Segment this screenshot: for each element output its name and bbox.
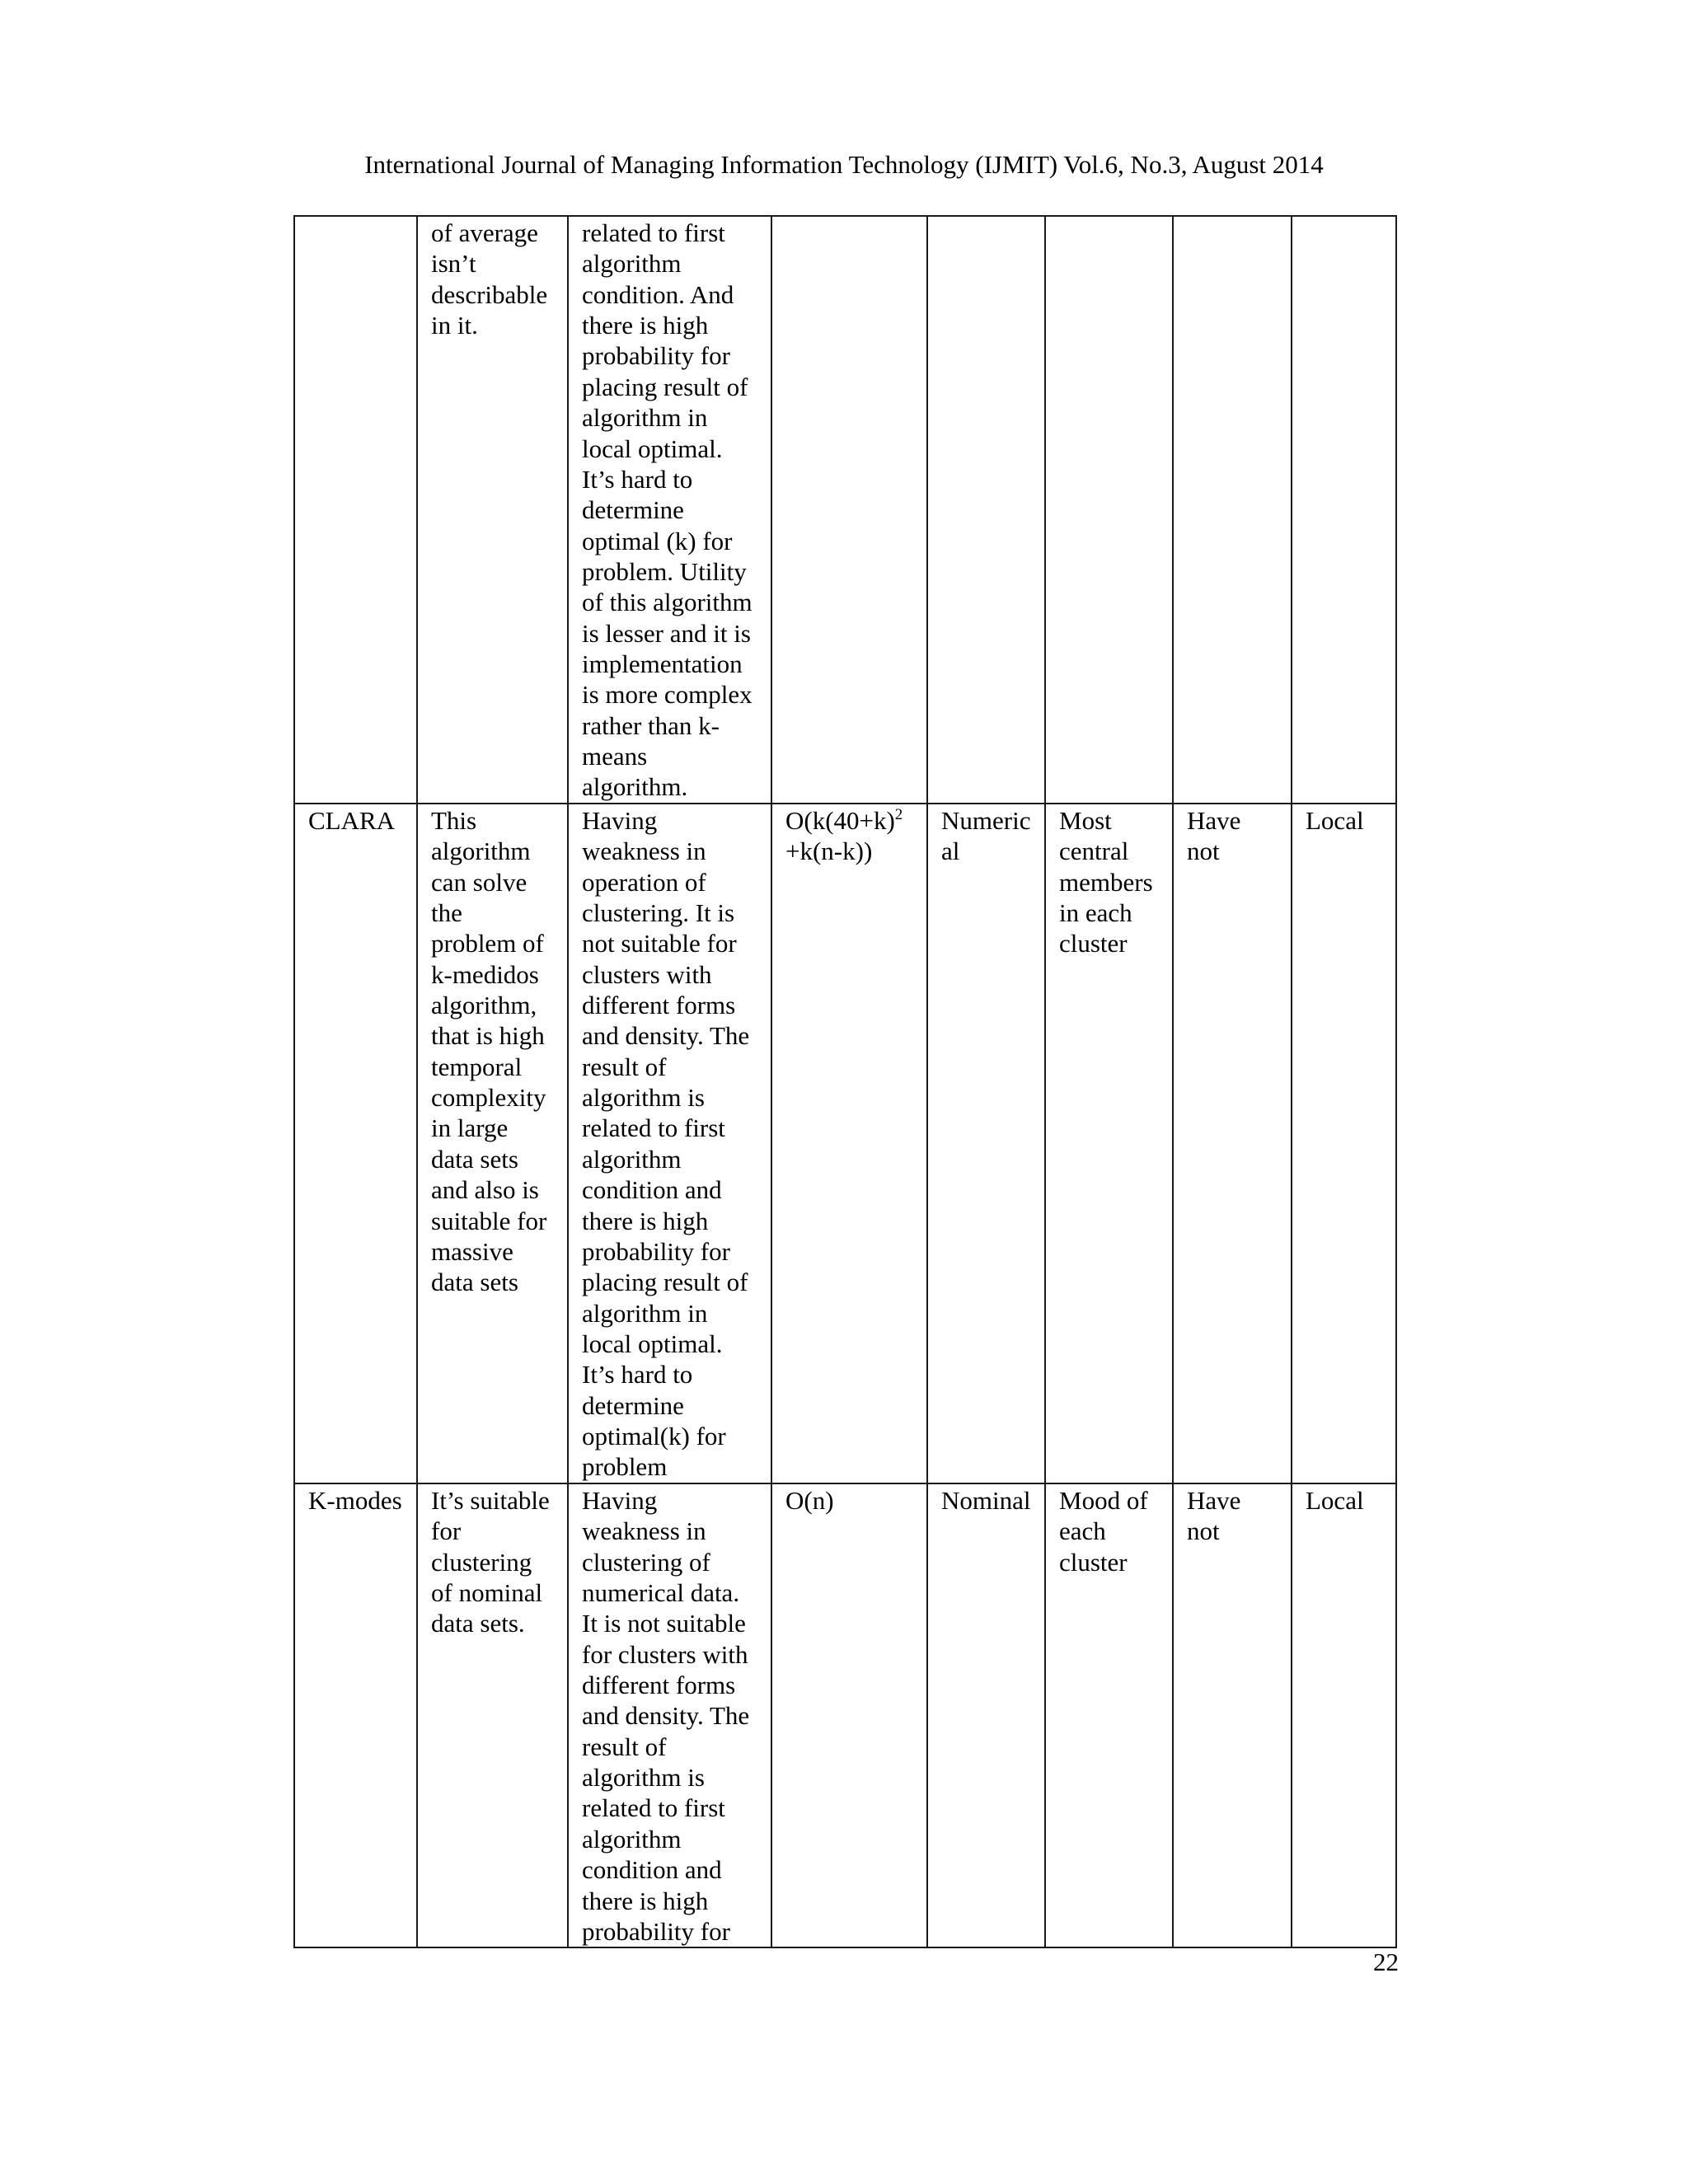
table-row <box>294 216 1396 804</box>
table-cell-representative: Most central members in each cluster <box>1045 804 1173 1483</box>
table-cell-description: of average isn’t describable in it. <box>417 216 568 804</box>
table-cell-data-type: Numeric al <box>927 804 1045 1483</box>
complexity-formula-exponent: 2 <box>894 806 903 824</box>
complexity-formula-main: O(k(40+k) <box>785 805 895 835</box>
table-cell-complexity <box>771 804 927 1483</box>
table-cell-representative <box>1045 216 1173 804</box>
table-row <box>294 804 1396 1483</box>
table-cell-col7: Have not <box>1173 1483 1292 1947</box>
table-cell-complexity <box>771 216 927 804</box>
table-cell-weakness: Having weakness in operation of clustering. It is not suitable for clusters with different forms and density. The result of algorithm is related to first algorithm condition and there is high probability for placing result of algorithm in local optimal. It’s hard to determine optimal(k) for problem <box>568 804 771 1483</box>
table-cell-col7: Have not <box>1173 804 1292 1483</box>
table-cell-algorithm: K-modes <box>294 1483 417 1947</box>
table-cell-data-type: Nominal <box>927 1483 1045 1947</box>
table-cell-col8 <box>1292 216 1396 804</box>
table-cell-col8: Local <box>1292 1483 1396 1947</box>
table-cell-description: It’s suitable for clustering of nominal data sets. <box>417 1483 568 1947</box>
complexity-formula-tail: +k(n-k)) <box>785 837 873 866</box>
table-cell-weakness: related to first algorithm condition. And there is high probability for placing result of algorithm in local optimal. It’s hard to determine optimal (k) for problem. Utility of this algorithm is lesser and it is implementation is more complex rather than k- means algorithm. <box>568 216 771 804</box>
algorithm-comparison-table <box>293 215 1397 1948</box>
table-cell-data-type <box>927 216 1045 804</box>
table-cell-col8: Local <box>1292 804 1396 1483</box>
table-cell-representative: Mood of each cluster <box>1045 1483 1173 1947</box>
table-cell-complexity: O(n) <box>771 1483 927 1947</box>
table-cell-algorithm <box>294 216 417 804</box>
table-cell-col7 <box>1173 216 1292 804</box>
table-cell-algorithm: CLARA <box>294 804 417 1483</box>
page-number: 22 <box>1373 1947 1399 1976</box>
running-header: International Journal of Managing Information Technology (IJMIT) Vol.6, No.3, August 2014 <box>364 150 1324 179</box>
table-cell-weakness: Having weakness in clustering of numerical data. It is not suitable for clusters with different forms and density. The result of algorithm is related to first algorithm condition and there is high probability for <box>568 1483 771 1947</box>
table-row <box>294 1483 1396 1947</box>
table-cell-description: This algorithm can solve the problem of k-medidos algorithm, that is high temporal complexity in large data sets and also is suitable for massive data sets <box>417 804 568 1483</box>
